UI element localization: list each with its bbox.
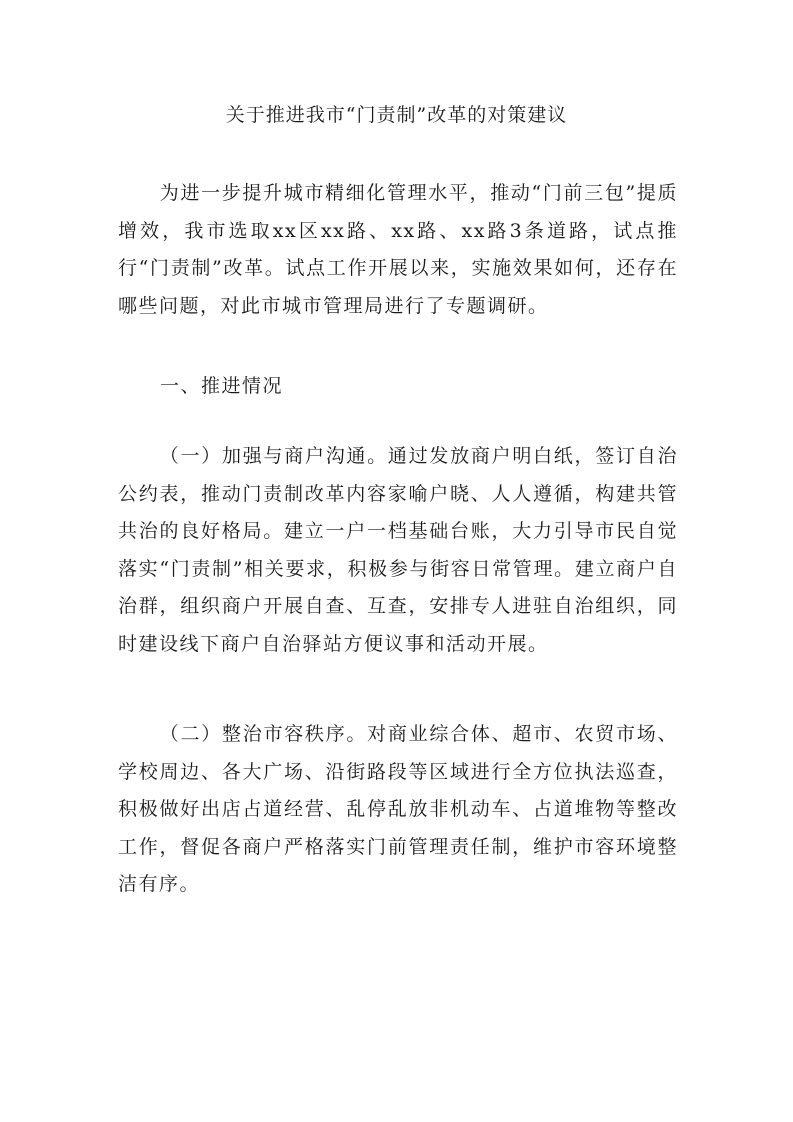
- section-item-2-paragraph: （二）整治市容秩序。对商业综合体、超市、农贸市场、学校周边、各大广场、沿街路段等区域进行全方位执法巡查，积极做好出店占道经营、乱停乱放非机动车、占道堆物等整改工作，督促各商户严格落实门前管理责任制，维护市容环境整洁有序。: [118, 723, 678, 896]
- section-heading: 一、推进情况: [160, 375, 284, 397]
- document-title: 关于推进我市“门责制”改革的对策建议: [225, 104, 568, 126]
- intro-paragraph: 为进一步提升城市精细化管理水平，推动“门前三包”提质增效，我市选取xx区xx路、xx路、xx路3条道路，试点推行“门责制”改革。试点工作开展以来，实施效果如何，还存在哪些问题，对此市城市管理局进行了专题调研。: [118, 182, 678, 317]
- section-item-1-paragraph: （一）加强与商户沟通。通过发放商户明白纸，签订自治公约表，推动门责制改革内容家喻户晓、人人遵循，构建共管共治的良好格局。建立一户一档基础台账，大力引导市民自觉落实“门责制”相关要求，积极参与街容日常管理。建立商户自治群，组织商户开展自查、互查，安排专人进驻自治组织，同时建设线下商户自治驿站方便议事和活动开展。: [118, 445, 678, 655]
